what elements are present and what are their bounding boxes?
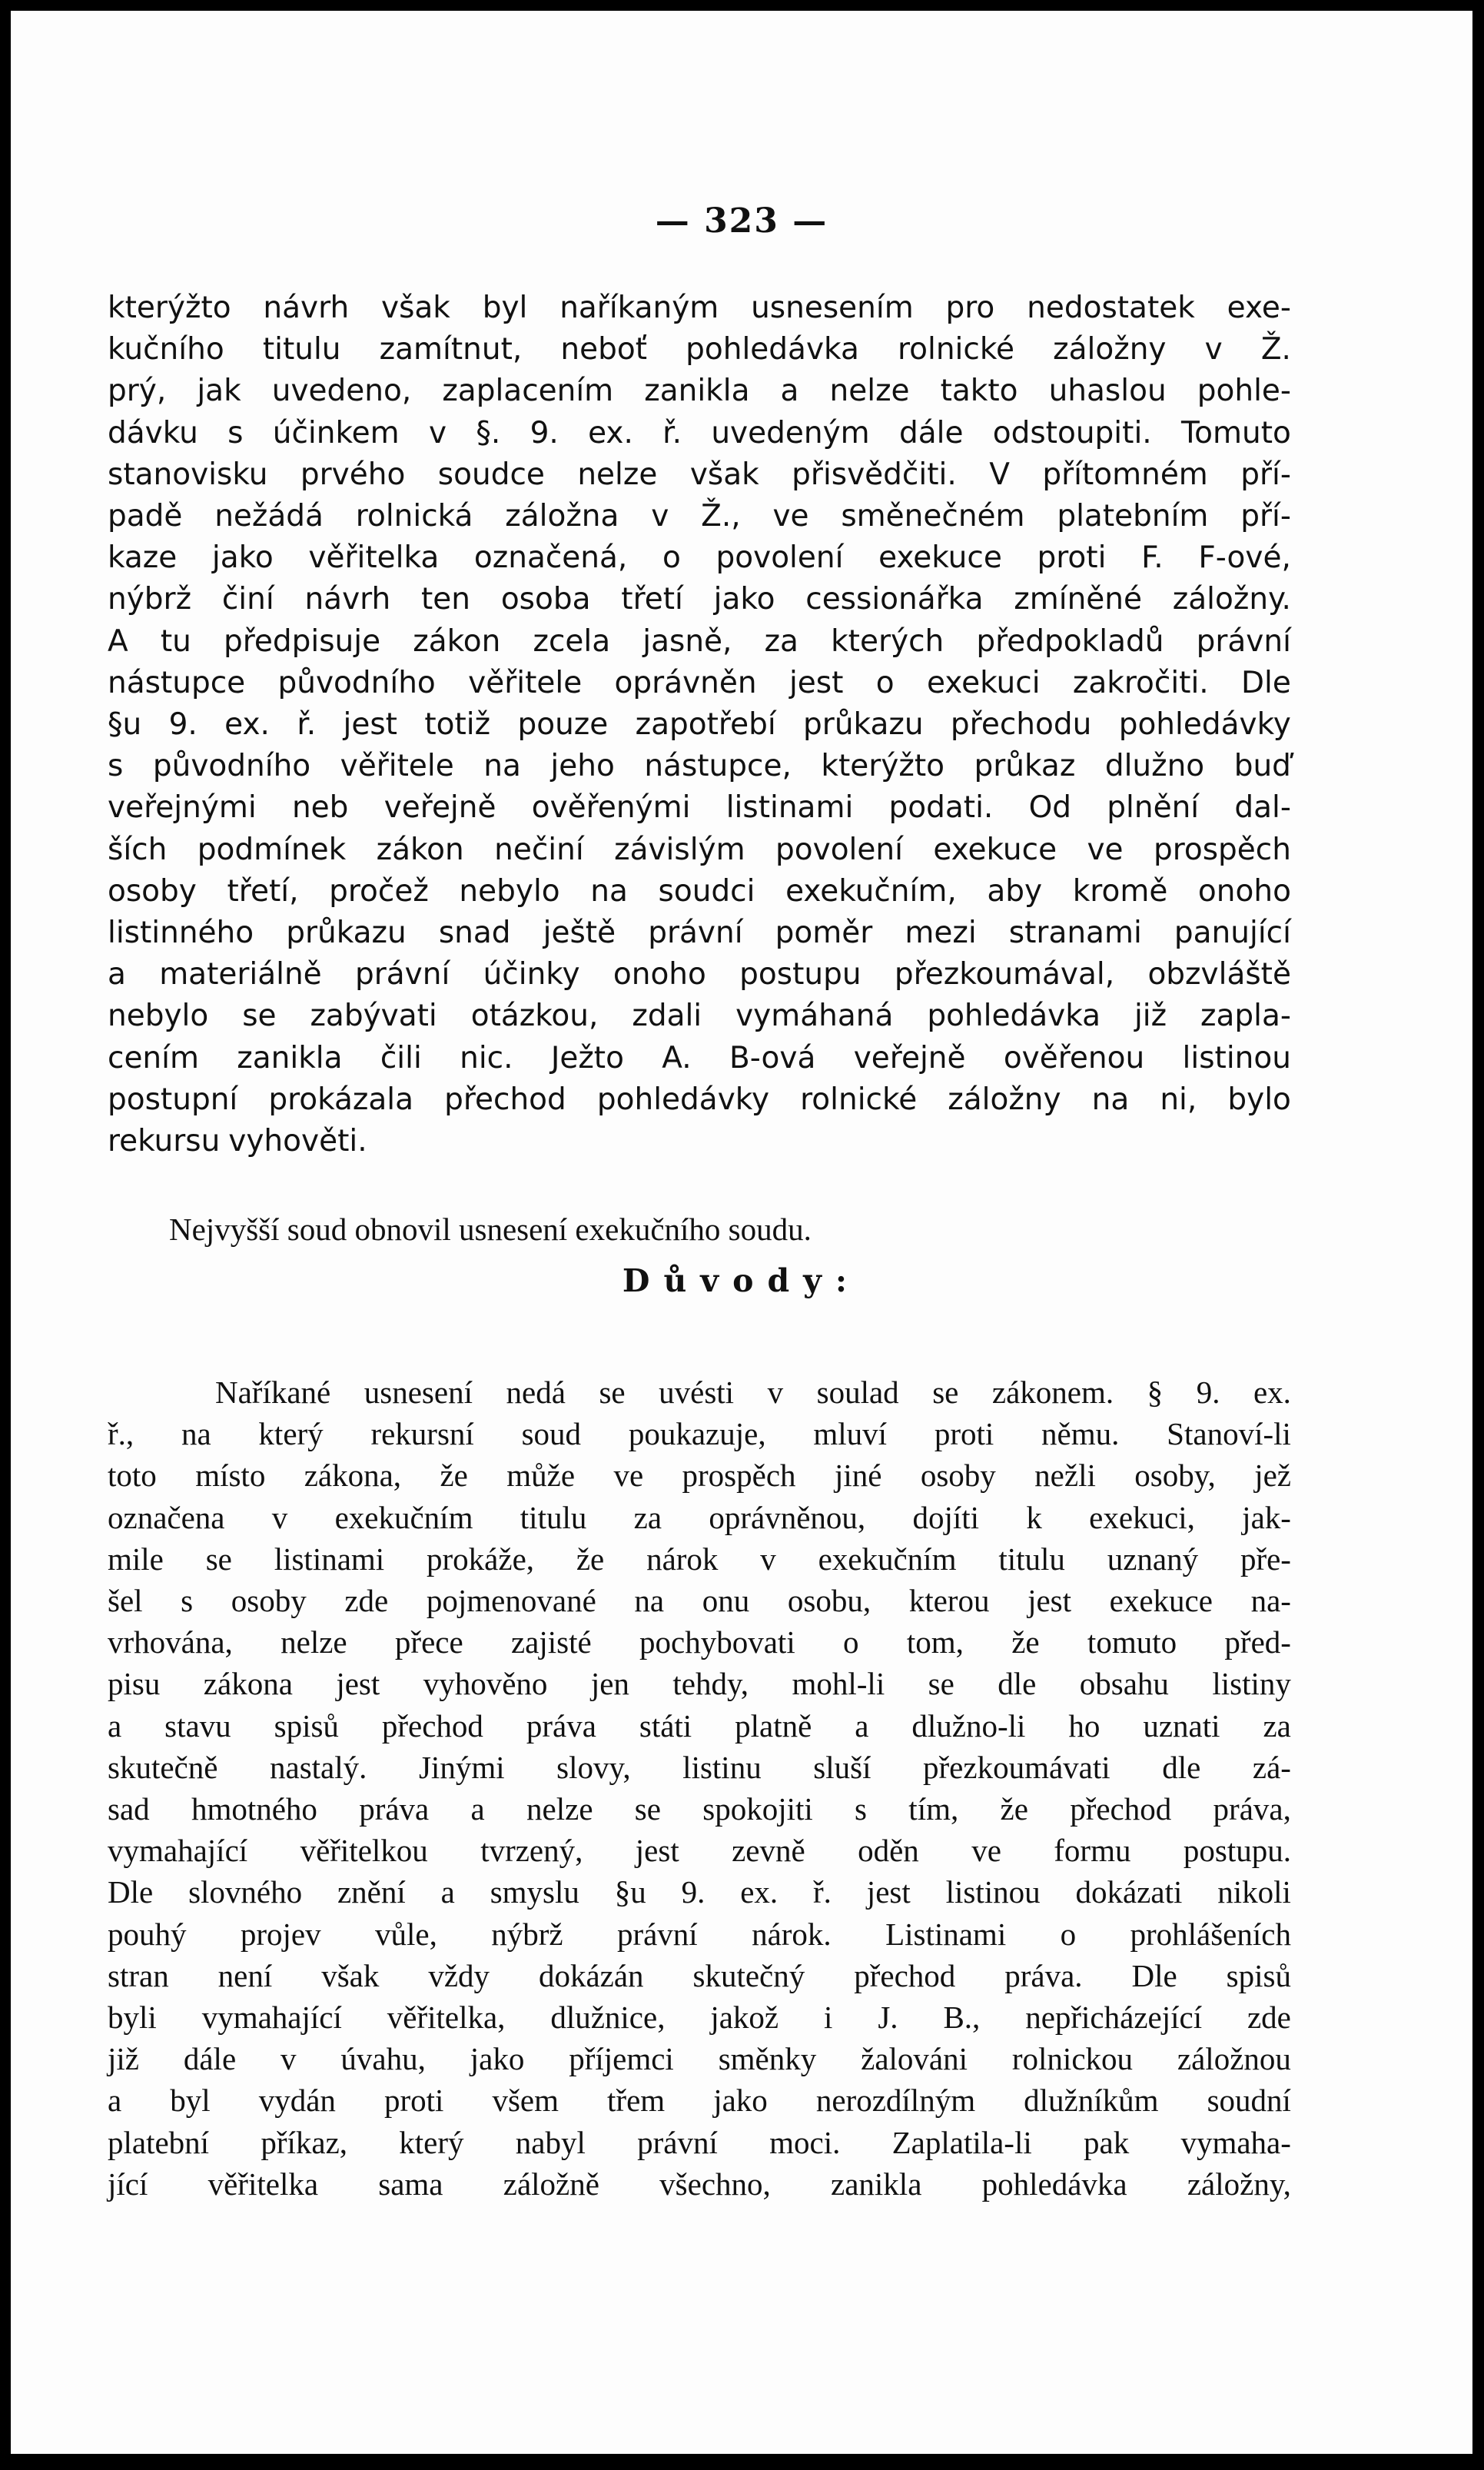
section-heading: Důvody: <box>622 1262 862 1299</box>
text-line: a byl vydán proti všem třem jako nerozdílným dlužníkům soudní <box>108 2083 1291 2119</box>
text-line: platební příkaz, který nabyl právní moci. Zaplatila-li pak vymaha- <box>108 2124 1291 2160</box>
text-line: Dle slovného znění a smyslu §u 9. ex. ř. jest listinou dokázati nikoli <box>108 1874 1291 1910</box>
text-line: již dále v úvahu, jako příjemci směnky žalováni rolnickou záložnou <box>108 2041 1291 2077</box>
text-line: nástupce původního věřitele oprávněn jest o exekuci zakročiti. Dle <box>108 665 1291 700</box>
text-line: označena v exekučním titulu za oprávněnou, dojíti k exekuci, jak- <box>108 1499 1291 1535</box>
text-line: osoby třetí, pročež nebylo na soudci exekučním, aby kromě onoho <box>108 873 1291 909</box>
text-line: vrhována, nelze přece zajisté pochybovati o tom, že tomuto před- <box>108 1624 1291 1661</box>
text-line: listinného průkazu snad ještě právní poměr mezi stranami panující <box>108 916 1291 951</box>
verdict-line: Nejvyšší soud obnovil usnesení exekučního soudu. <box>169 1212 812 1247</box>
text-line: veřejnými neb veřejně ověřenými listinami podati. Od plnění dal- <box>108 790 1291 826</box>
text-line: §u 9. ex. ř. jest totiž pouze zapotřebí průkazu přechodu pohledávky <box>108 707 1291 743</box>
text-line: kterýžto návrh však byl naříkaným usnesením pro nedostatek exe- <box>108 291 1291 325</box>
text-line: postupní prokázala přechod pohledávky rolnické záložny na ni, bylo <box>108 1082 1291 1117</box>
text-line: dávku s účinkem v §. 9. ex. ř. uvedeným dále odstoupiti. Tomuto <box>108 415 1291 450</box>
text-line: nýbrž činí návrh ten osoba třetí jako cessionářka zmíněné záložny. <box>108 582 1291 617</box>
text-line: skutečně nastalý. Jinými slovy, listinu sluší přezkoumávati dle zá- <box>108 1749 1291 1785</box>
text-line: sad hmotného práva a nelze se spokojiti s tím, že přechod práva, <box>108 1791 1291 1827</box>
text-line: pisu zákona jest vyhověno jen tehdy, mohl-li se dle obsahu listiny <box>108 1666 1291 1702</box>
text-line: prý, jak uvedeno, zaplacením zanikla a nelze takto uhaslou pohle- <box>108 374 1291 409</box>
text-line: byli vymahající věřitelka, dlužnice, jakož i J. B., nepřicházející zde <box>108 2000 1291 2036</box>
text-line: s původního věřitele na jeho nástupce, kterýžto průkaz dlužno buď <box>108 749 1291 784</box>
page-number: — 323 — <box>655 201 828 241</box>
text-line: stran není však vždy dokázán skutečný přechod práva. Dle spisů <box>108 1957 1291 1993</box>
text-line: mile se listinami prokáže, že nárok v exekučním titulu uznaný pře- <box>108 1541 1291 1577</box>
text-line: ř., na který rekursní soud poukazuje, mluví proti němu. Stanoví-li <box>108 1416 1291 1452</box>
text-line: kučního titulu zamítnut, neboť pohledávka rolnické záložny v Ž. <box>108 332 1291 367</box>
text-line: stanovisku prvého soudce nelze však přisvědčiti. V přítomném pří- <box>108 457 1291 492</box>
text-line: a stavu spisů přechod práva státi platně a dlužno-li ho uznati za <box>108 1707 1291 1744</box>
text-line: rekursu vyhověti. <box>108 1124 367 1159</box>
text-line: Naříkané usnesení nedá se uvésti v soulad se zákonem. § 9. ex. <box>215 1375 1291 1410</box>
text-line: pouhý projev vůle, nýbrž právní nárok. Listinami o prohlášeních <box>108 1916 1291 1952</box>
book-page <box>11 11 1472 2454</box>
text-line: jící věřitelka sama záložně všechno, zanikla pohledávka záložny, <box>108 2166 1291 2202</box>
text-line: a materiálně právní účinky onoho postupu přezkoumával, obzvláště <box>108 957 1291 992</box>
lower-paragraph <box>108 1371 1291 2205</box>
text-line: ších podmínek zákon nečiní závislým povolení exekuce ve prospěch <box>108 832 1291 867</box>
text-line: padě nežádá rolnická záložna v Ž., ve směnečném platebním pří- <box>108 499 1291 534</box>
text-line: vymahající věřitelkou tvrzený, jest zevně oděn ve formu postupu. <box>108 1833 1291 1869</box>
text-line: nebylo se zabývati otázkou, zdali vymáhaná pohledávka již zapla- <box>108 999 1291 1034</box>
text-line: šel s osoby zde pojmenované na onu osobu, kterou jest exekuce na- <box>108 1583 1291 1619</box>
text-line: A tu předpisuje zákon zcela jasně, za kterých předpokladů právní <box>108 623 1291 659</box>
text-line: cením zanikla čili nic. Ježto A. B-ová veřejně ověřenou listinou <box>108 1040 1291 1075</box>
text-line: kaze jako věřitelka označená, o povolení exekuce proti F. F-ové, <box>108 540 1291 576</box>
text-line: toto místo zákona, že může ve prospěch jiné osoby nežli osoby, jež <box>108 1458 1291 1494</box>
upper-paragraph <box>108 288 1291 1162</box>
